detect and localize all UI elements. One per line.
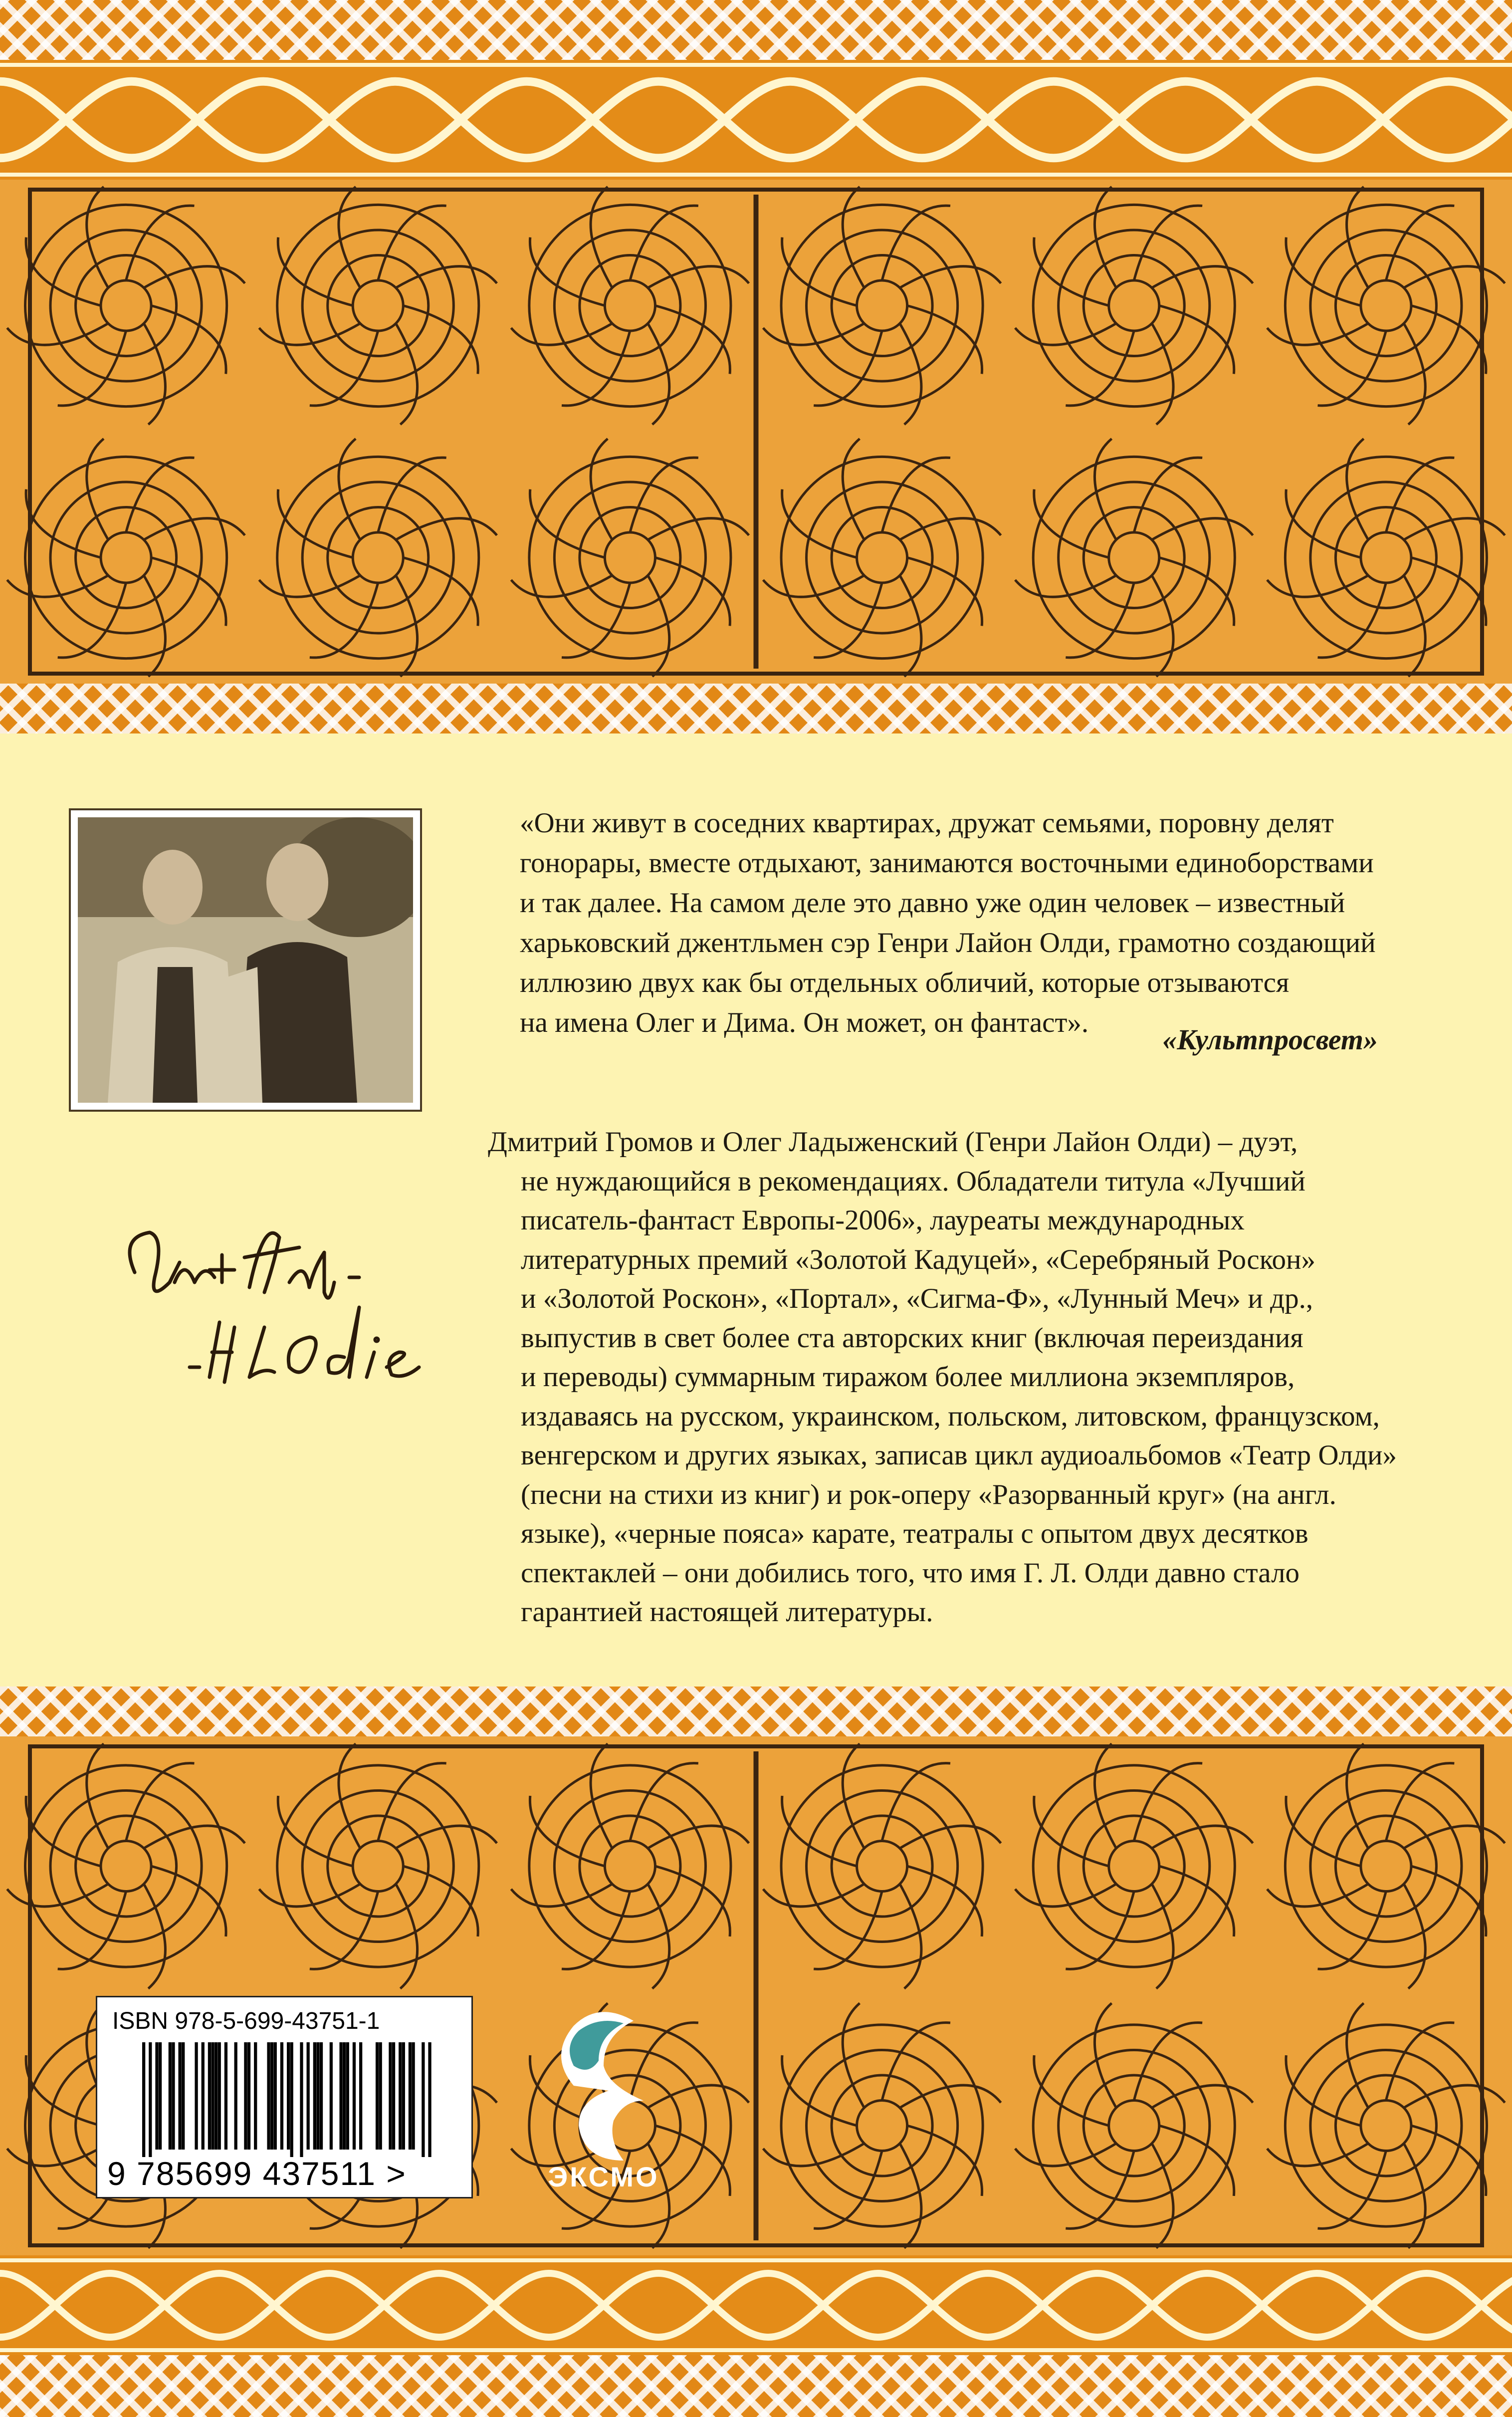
author-bio xyxy=(488,1123,1466,1632)
bottom-braid-band xyxy=(0,2255,1512,2355)
braid-border-icon xyxy=(0,60,1512,180)
review-quote xyxy=(520,803,1388,1043)
bottom-thin-strip xyxy=(0,2355,1512,2417)
bio-line: литературных премий «Золотой Кадуцей», «Серебряный Роскон» xyxy=(521,1243,1315,1275)
bio-line: писатель-фантаст Европы-2006», лауреаты международных xyxy=(521,1205,1245,1236)
celtic-ornament-icon xyxy=(0,180,1512,684)
bio-line: Дмитрий Громов и Олег Ладыженский (Генри Лайон Олди) – дуэт, xyxy=(488,1126,1298,1158)
quote-line: гонорары, вместе отдыхают, занимаются восточными единоборствами xyxy=(520,847,1374,879)
barcode-digits: 9 785699 437511 > xyxy=(107,2155,407,2192)
bio-line: издаваясь на русском, украинском, польском, литовском, французском, xyxy=(521,1400,1380,1432)
bio-line: спектаклей – они добились того, что имя Г. Л. Олди давно стало xyxy=(521,1557,1300,1589)
quote-line: иллюзию двух как бы отдельных обличий, которые отзываются xyxy=(520,967,1290,998)
quote-source: «Культпросвет» xyxy=(1162,1023,1378,1056)
photo-image xyxy=(78,817,413,1103)
bio-line: не нуждающийся в рекомендациях. Обладатели титула «Лучший xyxy=(521,1165,1305,1197)
bio-line: и переводы) суммарным тиражом более миллиона экземпляров, xyxy=(521,1361,1295,1393)
top-thin-strip xyxy=(0,0,1512,60)
braid-border-icon xyxy=(0,2255,1512,2355)
barcode xyxy=(96,1996,473,2198)
upper-mid-strip xyxy=(0,684,1512,733)
quote-line: и так далее. На самом деле это давно уже один человек – известный xyxy=(520,887,1345,919)
quote-line: на имена Олег и Дима. Он может, он фантаст». xyxy=(520,1007,1089,1038)
upper-ornament-panel xyxy=(0,180,1512,684)
top-braid-band xyxy=(0,60,1512,180)
bio-line: (песни на стихи из книг) и рок-оперу «Разорванный круг» (на англ. xyxy=(521,1478,1336,1510)
bio-line: венгерском и других языках, записав цикл аудиоальбомов «Театр Олди» xyxy=(521,1440,1397,1471)
signature-icon xyxy=(115,1208,464,1407)
lower-mid-strip xyxy=(0,1687,1512,1736)
bio-line: и «Золотой Роскон», «Портал», «Сигма-Ф», «Лунный Меч» и др., xyxy=(521,1283,1313,1314)
bio-line: гарантией настоящей литературы. xyxy=(521,1596,933,1628)
quote-line: харьковский джентльмен сэр Генри Лайон Олди, грамотно создающий xyxy=(520,927,1376,959)
quote-line: «Они живут в соседних квартирах, дружат семьями, поровну делят xyxy=(520,807,1334,839)
bio-line: выпустив в свет более ста авторских книг (включая переиздания xyxy=(521,1322,1303,1354)
isbn-label: ISBN 978-5-699-43751-1 xyxy=(112,2008,380,2034)
author-photo xyxy=(69,808,422,1112)
barcode-bars xyxy=(142,2042,432,2157)
bio-line: языке), «черные пояса» карате, театралы с опытом двух десятков xyxy=(521,1518,1308,1549)
publisher-name: ЭКСМО xyxy=(548,2161,659,2192)
